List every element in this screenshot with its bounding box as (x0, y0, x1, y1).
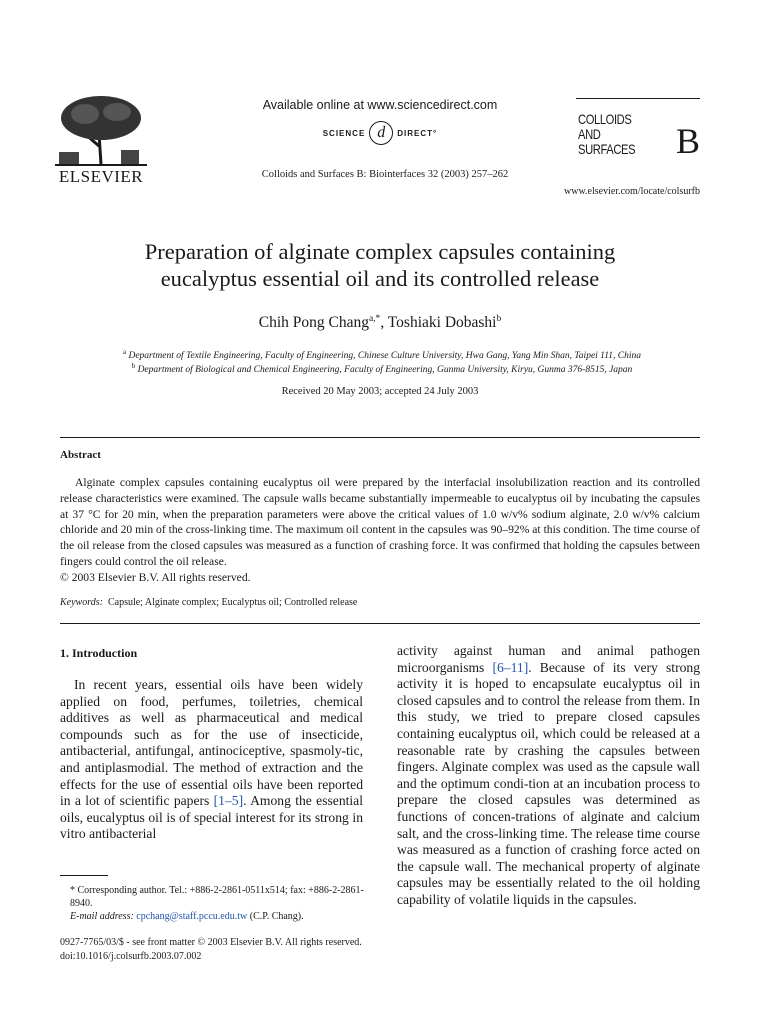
brand-line-3: SURFACES (578, 141, 636, 157)
affiliation-b (52, 362, 712, 375)
abstract-text: Alginate complex capsules containing eucalyptus oil were prepared by the interfacial insolubilization reaction and its controlled release characteristics were examined. The capsule walls became substantially impermeable to eucalyptus oil by incubating the capsules at 37 °C for 20 min, when the preparation parameters were above the critical values of 1.0 w/v% sodium alginate, 2.0 w/v% calcium chloride and 20 min of the cross-linking time. The maximum oil content in the capsules was 90–92% at this condition. The time course of the oil release from the closed capsules was measured as a function of crashing force. It was confirmed that holding the capsules between fingers could control the oil release. (60, 476, 700, 568)
abstract-top-rule (60, 437, 700, 438)
affil-a-text: Department of Textile Engineering, Faculty of Engineering, Chinese Culture University, Hwa Gang, Yang Min Shan, Taipei 111, China (128, 351, 641, 362)
email-link[interactable]: cpchang@staff.pccu.edu.tw (136, 911, 248, 923)
footnote (60, 884, 365, 924)
title-line-1: Preparation of alginate complex capsules containing (144, 239, 616, 264)
footer-info (60, 936, 362, 964)
author-2-sup: b (496, 314, 502, 324)
citation-link-1[interactable]: [1–5] (213, 793, 244, 809)
right-column-text (397, 643, 700, 909)
corresponding-author-note: * Corresponding author. Tel.: +886-2-2861-0511x514; fax: +886-2-2861-8940. (70, 885, 364, 910)
author-1-sup: a,* (368, 314, 381, 324)
right-paragraph: activity against human and animal pathogen microorganisms (397, 643, 700, 675)
left-column-text (60, 677, 363, 843)
author-2[interactable]: Toshiaki Dobashi (387, 314, 497, 332)
title-line-2: eucalyptus essential oil and its controlled release (160, 266, 600, 291)
keywords-list: Capsule; Alginate complex; Eucalyptus oil; Controlled release (107, 597, 358, 608)
journal-citation: Colloids and Surfaces B: Biointerfaces 32 (2003) 257–262 (261, 169, 509, 180)
keywords-label: Keywords: (60, 597, 103, 608)
author-1[interactable]: Chih Pong Chang (258, 314, 369, 332)
issn-line: 0927-7765/03/$ - see front matter © 2003 Elsevier B.V. All rights reserved. (60, 937, 362, 948)
email-label: E-mail address: (70, 911, 134, 923)
affil-a-sup: a (122, 348, 127, 356)
sd-right-word: DIRECT° (397, 128, 438, 138)
email-suffix: (C.P. Chang). (247, 911, 304, 923)
brand-top-rule (576, 98, 700, 99)
abstract-copyright: © 2003 Elsevier B.V. All rights reserved. (60, 570, 251, 584)
abstract-bottom-rule (60, 623, 700, 624)
keywords (60, 597, 700, 608)
affil-b-text: Department of Biological and Chemical Engineering, Faculty of Engineering, Gunma University, Kiryu, Gunma 376-8515, Japan (137, 365, 633, 376)
received-dates: Received 20 May 2003; accepted 24 July 2003 (281, 386, 479, 397)
publisher-name: ELSEVIER (58, 167, 144, 186)
abstract-heading: Abstract (60, 449, 101, 461)
journal-brand (578, 112, 635, 157)
abstract-body (60, 475, 700, 586)
article-title (60, 238, 700, 292)
journal-brand-letter: B (676, 121, 701, 161)
journal-url[interactable]: www.elsevier.com/locate/colsurfb (564, 186, 700, 197)
citation-link-2[interactable]: [6–11] (492, 659, 529, 675)
affiliation-a (52, 348, 712, 361)
affil-b-sup: b (131, 362, 136, 370)
left-paragraph-end: . Among the essential oils, eucalyptus oil is of special interest for its strong in vitro antibacterial (60, 793, 363, 842)
section-heading: 1. Introduction (60, 646, 138, 660)
left-paragraph: In recent years, essential oils have been widely applied on food, perfumes, toiletries, chemical additives as well as pharmaceutical and medical compounds such as for the use of insecticide, antibacterial, antifungal, antinociceptive, spasmoly-tic, and antiplasmodial. The method of extraction and the effects for the use of essential oils have been reported in a lot of scientific papers (60, 677, 363, 809)
sd-left-word: SCIENCE (322, 128, 366, 138)
sciencedirect-logo (290, 118, 470, 148)
brand-line-1: COLLOIDS (578, 111, 632, 127)
brand-line-2: AND (578, 126, 601, 142)
doi-line[interactable]: doi:10.1016/j.colsurfb.2003.07.002 (60, 951, 202, 962)
author-separator: , (380, 314, 388, 332)
right-paragraph-end: . Because of its very strong activity it is hoped to encapsulate eucalyptus oil in closed capsules and to control the release from them. In this study, we tried to prepare closed capsules containing eucalyptus oil, which could be released at a reasonable rate by crashing the capsules between fingers. Alginate complex was used as the capsule wall and the optimum condi-tion at an incubation process to prepare the closed capsules was determined as functions of concen-trations of alginate and calcium salt, and the cross-linking time. The release time course was measured as a function of crashing force acted on the capsule wall. The mechanical property of alginate capsules may be essentially related to the oil holding capability of volatile liquids in the capsules. (397, 659, 700, 907)
footnote-rule (60, 875, 108, 876)
available-online-link[interactable]: Available online at www.sciencedirect.com (262, 98, 498, 112)
email-note (60, 910, 365, 923)
sd-circle-icon: d (369, 121, 393, 145)
author-list (60, 314, 700, 332)
